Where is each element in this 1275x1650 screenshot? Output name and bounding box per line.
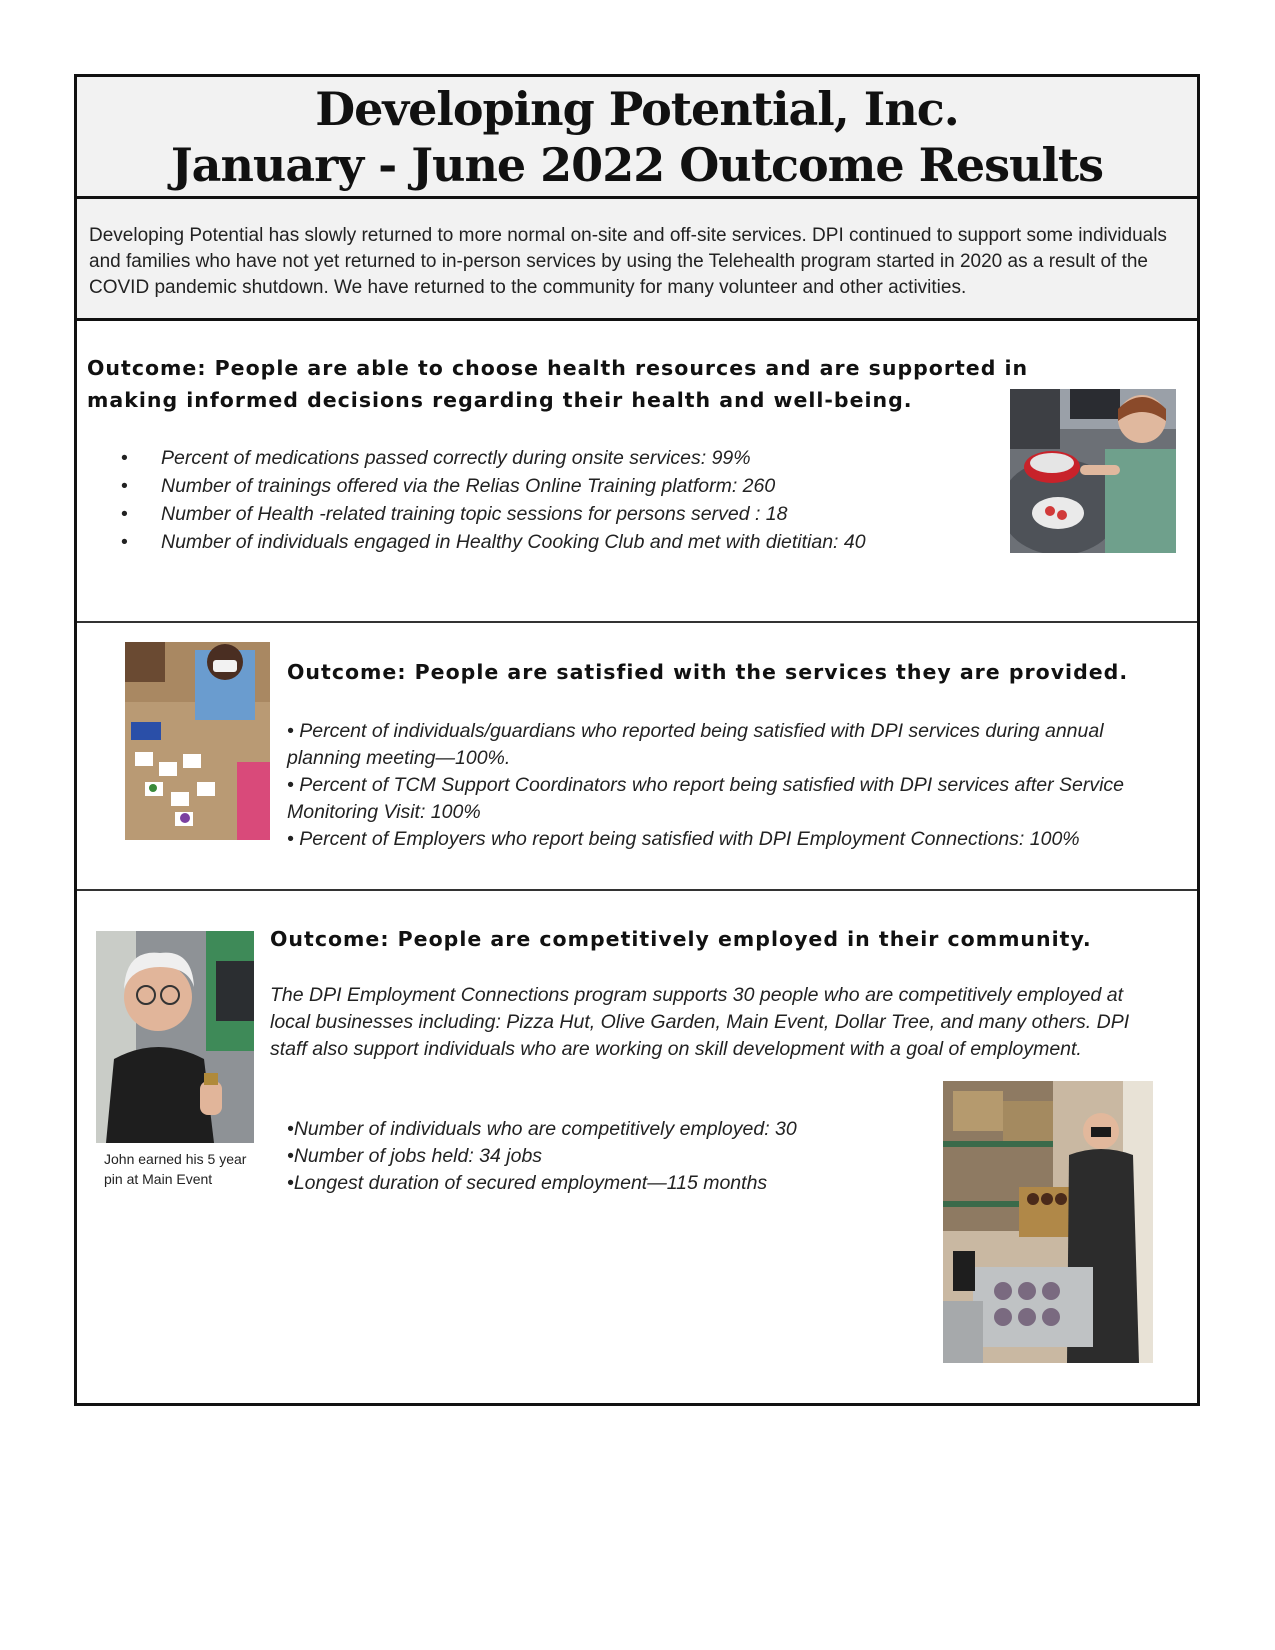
employment-program-paragraph: The DPI Employment Connections program supports 30 people who are competitively employed at local businesses including: Pizza Hut, Olive Garden, Main Event, Dollar Tree, and many others. DPI staff also support individuals who are working on skill development with a goal of employment. (270, 984, 1130, 1060)
health-bullet-list (87, 444, 957, 556)
list-item: •Longest duration of secured employment—115 months (287, 1172, 768, 1194)
activity-photo (125, 642, 270, 840)
list-item: • Number of individuals engaged in Healthy Cooking Club and met with dietitian: 40 (121, 531, 866, 553)
list-item: • Number of trainings offered via the Relias Online Training platform: 260 (121, 475, 776, 497)
report-title: January - June 2022 Outcome Results (170, 138, 1104, 192)
outcome-report-frame (74, 74, 1200, 1406)
employment-outcome-heading: Outcome: People are competitively employed in their community. (270, 927, 1092, 951)
health-outcome-section (77, 321, 1197, 623)
list-item: • Percent of medications passed correctly during onsite services: 99% (121, 447, 751, 469)
health-outcome-heading: Outcome: People are able to choose health resources and are supported in making informed decisions regarding their health and well-being. (87, 356, 1029, 412)
intro-paragraph: Developing Potential has slowly returned to more normal on-site and off-site services. DPI continued to support some individuals and families who have not yet returned to in-person services by using the Telehealth program started in 2020 as a result of the COVID pandemic shutdown. We have returned to the community for many volunteer and other activities. (77, 199, 1197, 321)
org-title: Developing Potential, Inc. (315, 82, 959, 136)
kitchen-work-photo (943, 1081, 1153, 1363)
satisfaction-bullet-list (287, 718, 1147, 853)
satisfaction-outcome-section (77, 623, 1197, 891)
john-portrait-photo (96, 931, 254, 1143)
title-banner (77, 77, 1197, 199)
employment-bullet-list (287, 1116, 887, 1197)
cooking-club-photo (1010, 389, 1176, 553)
list-item: • Number of Health -related training topic sessions for persons served : 18 (121, 503, 788, 525)
employment-outcome-section (77, 891, 1197, 1403)
list-item: • Percent of individuals/guardians who reported being satisfied with DPI services during annual planning meeting—100%. (287, 720, 1104, 769)
list-item: • Percent of TCM Support Coordinators who report being satisfied with DPI services after Service Monitoring Visit: 100% (287, 774, 1125, 823)
list-item: •Number of jobs held: 34 jobs (287, 1145, 543, 1167)
list-item: • Percent of Employers who report being satisfied with DPI Employment Connections: 100% (287, 828, 1080, 850)
list-item: •Number of individuals who are competitively employed: 30 (287, 1118, 797, 1140)
photo-caption: John earned his 5 year pin at Main Event (104, 1151, 247, 1187)
satisfaction-outcome-heading: Outcome: People are satisfied with the services they are provided. (287, 660, 1129, 684)
